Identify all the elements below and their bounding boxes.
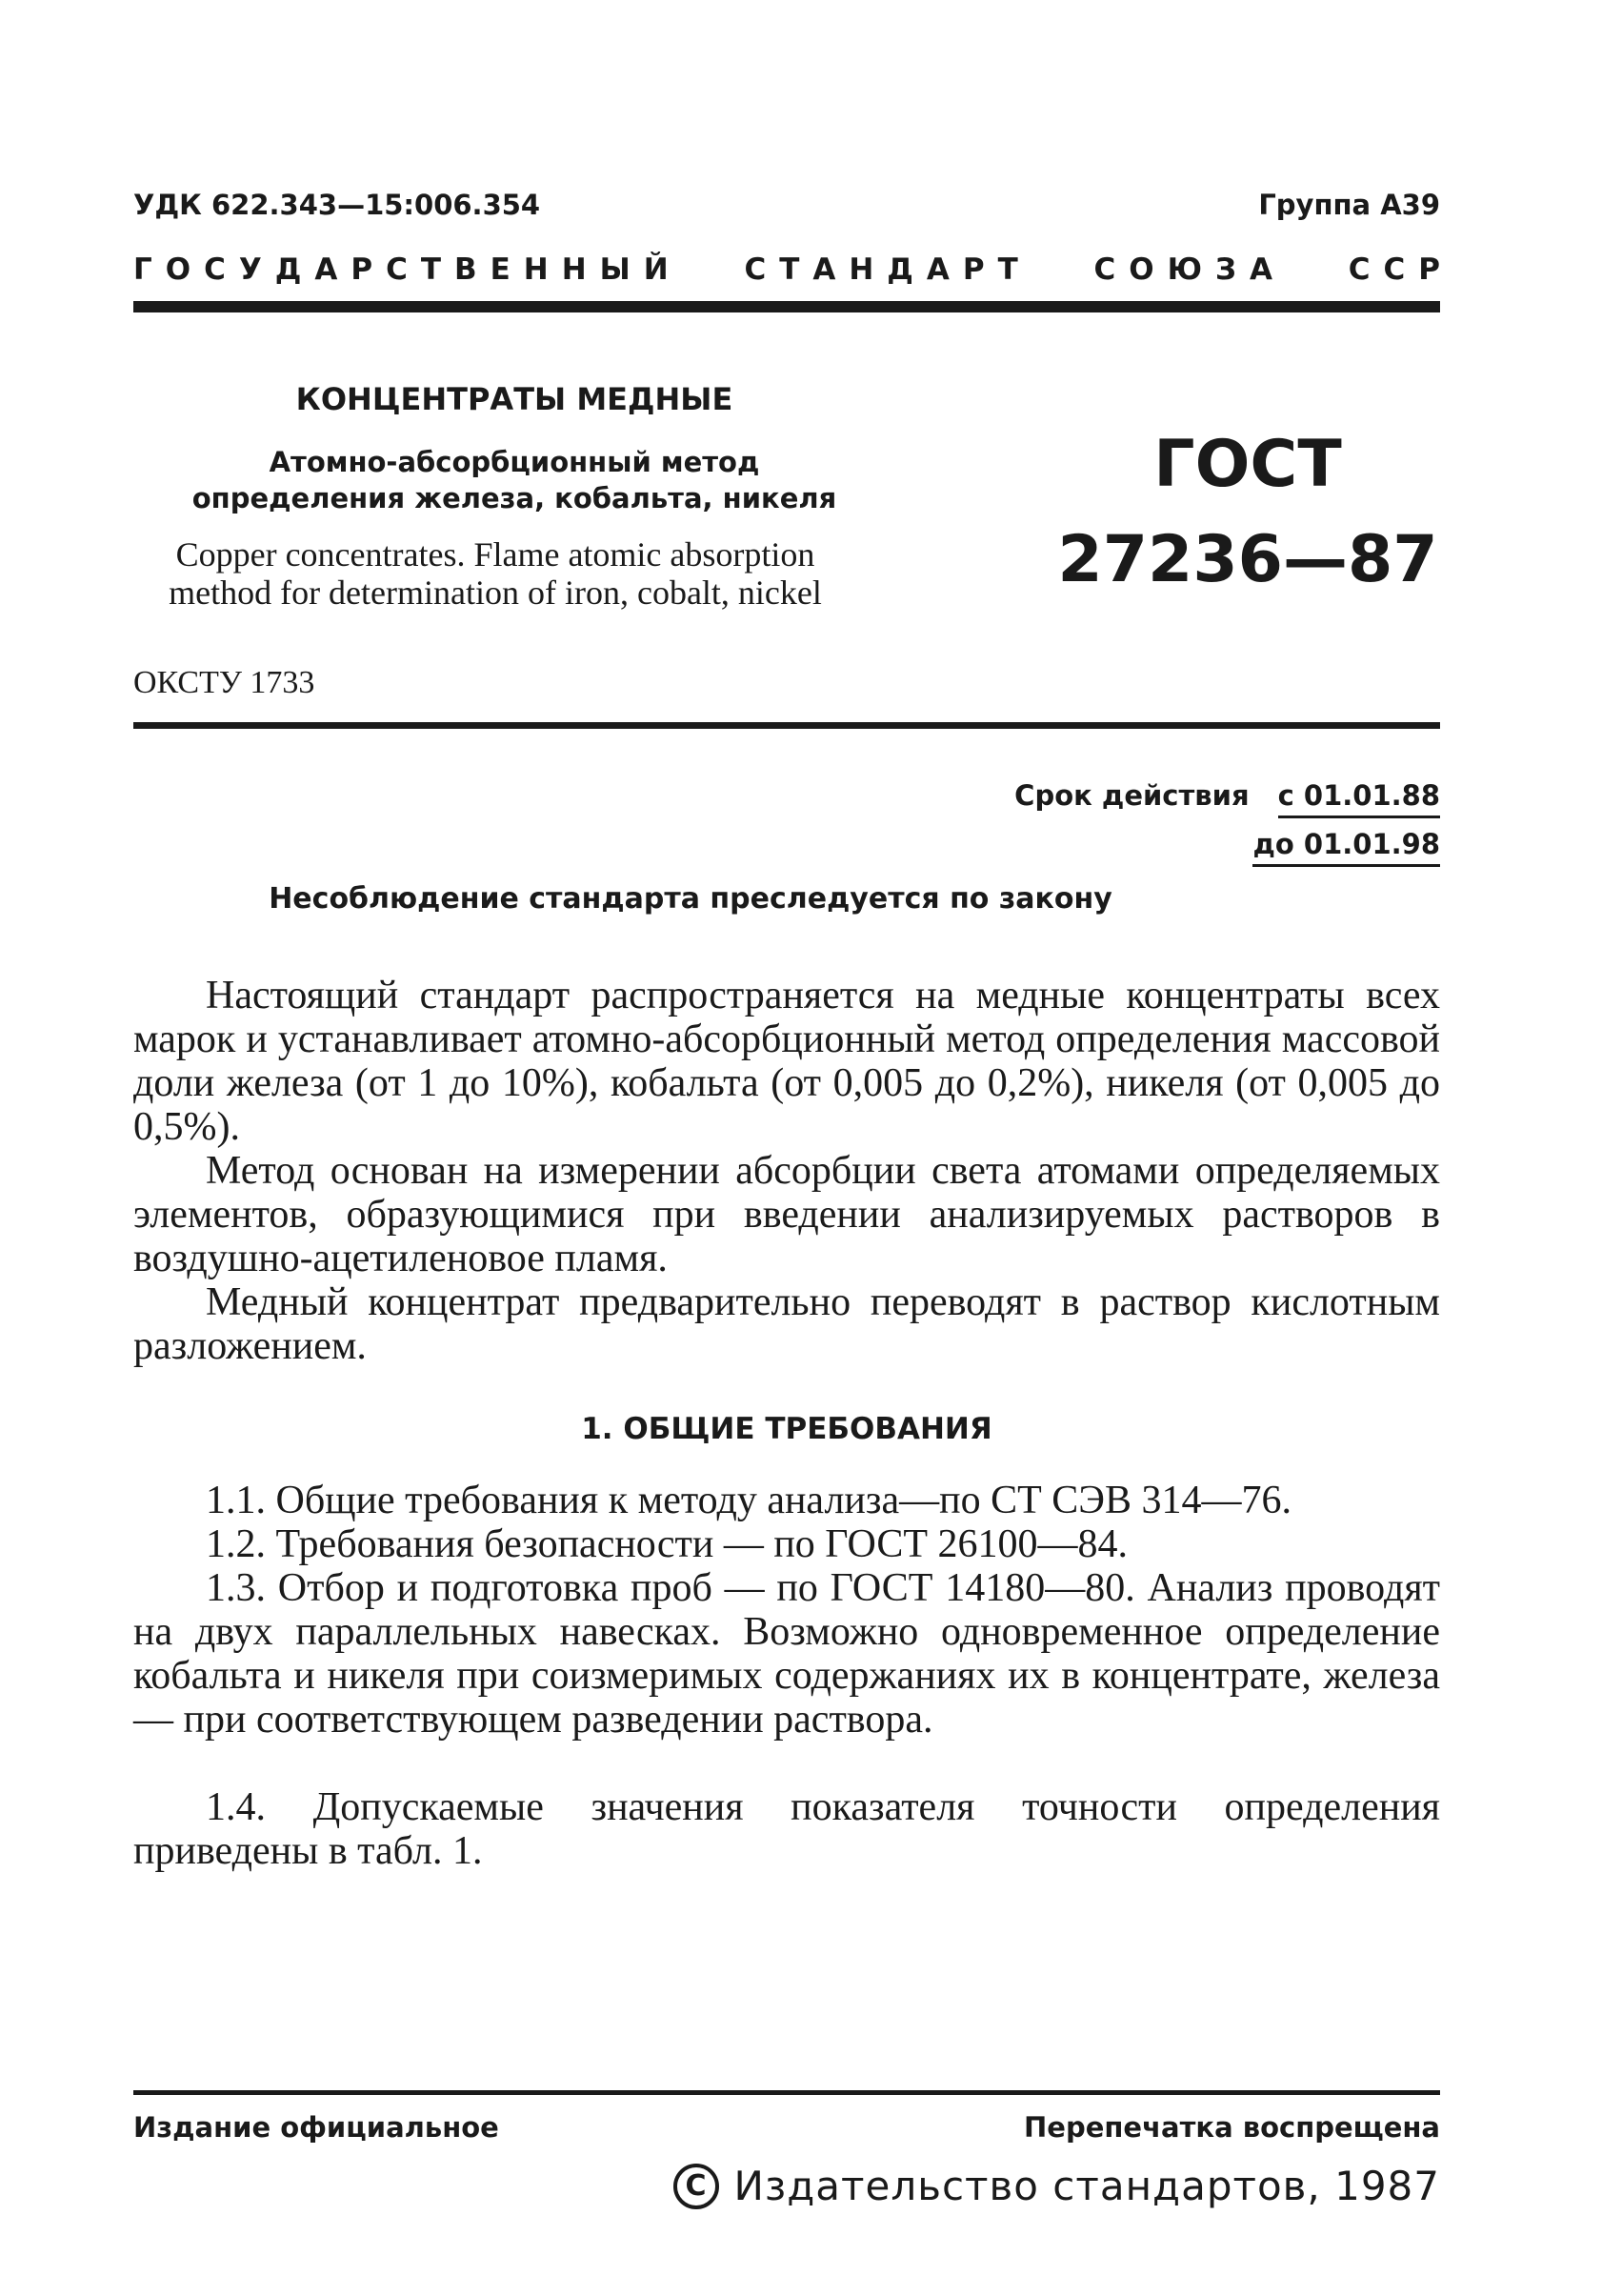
okstu-code: ОКСТУ 1733 [133,665,315,700]
validity-label: Срок действия [1014,779,1250,812]
legal-warning: Несоблюдение стандарта преследуется по закону [269,882,1112,916]
validity-from: с 01.01.88 [1278,779,1440,818]
english-title-line-1: Copper concentrates. Flame atomic absorption [175,535,815,574]
copyright-line [673,2163,1440,2209]
clause-1-3: 1.3. Отбор и подготовка проб — по ГОСТ 14180—80. Анализ проводят на двух параллельных навесках. Возможно одновременное определение кобальта и никеля при соизмеримых содержаниях их в концентрате, железа — при соответствующем разведении раствора. [133,1566,1440,1742]
english-title [76,535,914,612]
validity-to: до 01.01.98 [1252,828,1440,867]
reprint-note: Перепечатка воспрещена [1024,2111,1440,2144]
document-subtitle [190,444,838,516]
state-word-2: СТАНДАРТ [744,252,1031,287]
preparation-paragraph: Медный концентрат предварительно переводят в раствор кислотным разложением. [133,1280,1440,1368]
subtitle-line-1: Атомно-абсорбционный метод [269,446,760,478]
validity-block [1014,779,1440,873]
state-word-4: ССР [1348,252,1453,287]
clause-1-4: 1.4. Допускаемые значения показателя точности определения приведены в табл. 1. [133,1785,1440,1873]
edition-note: Издание официальное [133,2111,499,2144]
clause-1-1: 1.1. Общие требования к методу анализа—по СТ СЭВ 314—76. [206,1479,1292,1522]
subtitle-line-2: определения железа, кобальта, никеля [191,482,837,514]
method-paragraph: Метод основан на измерении абсорбции света атомами определяемых элементов, образующимися при введении анализируемых растворов в воздушно-ацетиленовое пламя. [133,1149,1440,1280]
top-divider [133,301,1440,312]
scope-paragraph: Настоящий стандарт распространяется на медные концентраты всех марок и устанавливает атомно-абсорбционный метод определения массовой доли железа (от 1 до 10%), кобальта (от 0,005 до 0,2%), никеля (от 0,005 до 0,5%). [133,974,1440,1149]
state-standard-heading [133,252,1453,287]
clause-1-2: 1.2. Требования безопасности — по ГОСТ 26100—84. [206,1522,1129,1566]
gost-label: ГОСТ [1153,427,1342,502]
state-word-1: ГОСУДАРСТВЕННЫЙ [133,252,682,287]
document-title: КОНЦЕНТРАТЫ МЕДНЫЕ [295,381,733,417]
udk-code: УДК 622.343—15:006.354 [133,189,541,221]
group-code: Группа А39 [1258,189,1440,221]
copyright-icon: C [673,2164,719,2209]
english-title-line-2: method for determination of iron, cobalt, nickel [169,574,822,612]
middle-divider [133,722,1440,729]
section-heading: 1. ОБЩИЕ ТРЕБОВАНИЯ [581,1412,992,1446]
gost-number: 27236—87 [1057,522,1438,597]
copyright-text: Издательство стандартов, 1987 [733,2163,1440,2209]
bottom-divider [133,2090,1440,2095]
state-word-3: СОЮЗА [1093,252,1287,287]
